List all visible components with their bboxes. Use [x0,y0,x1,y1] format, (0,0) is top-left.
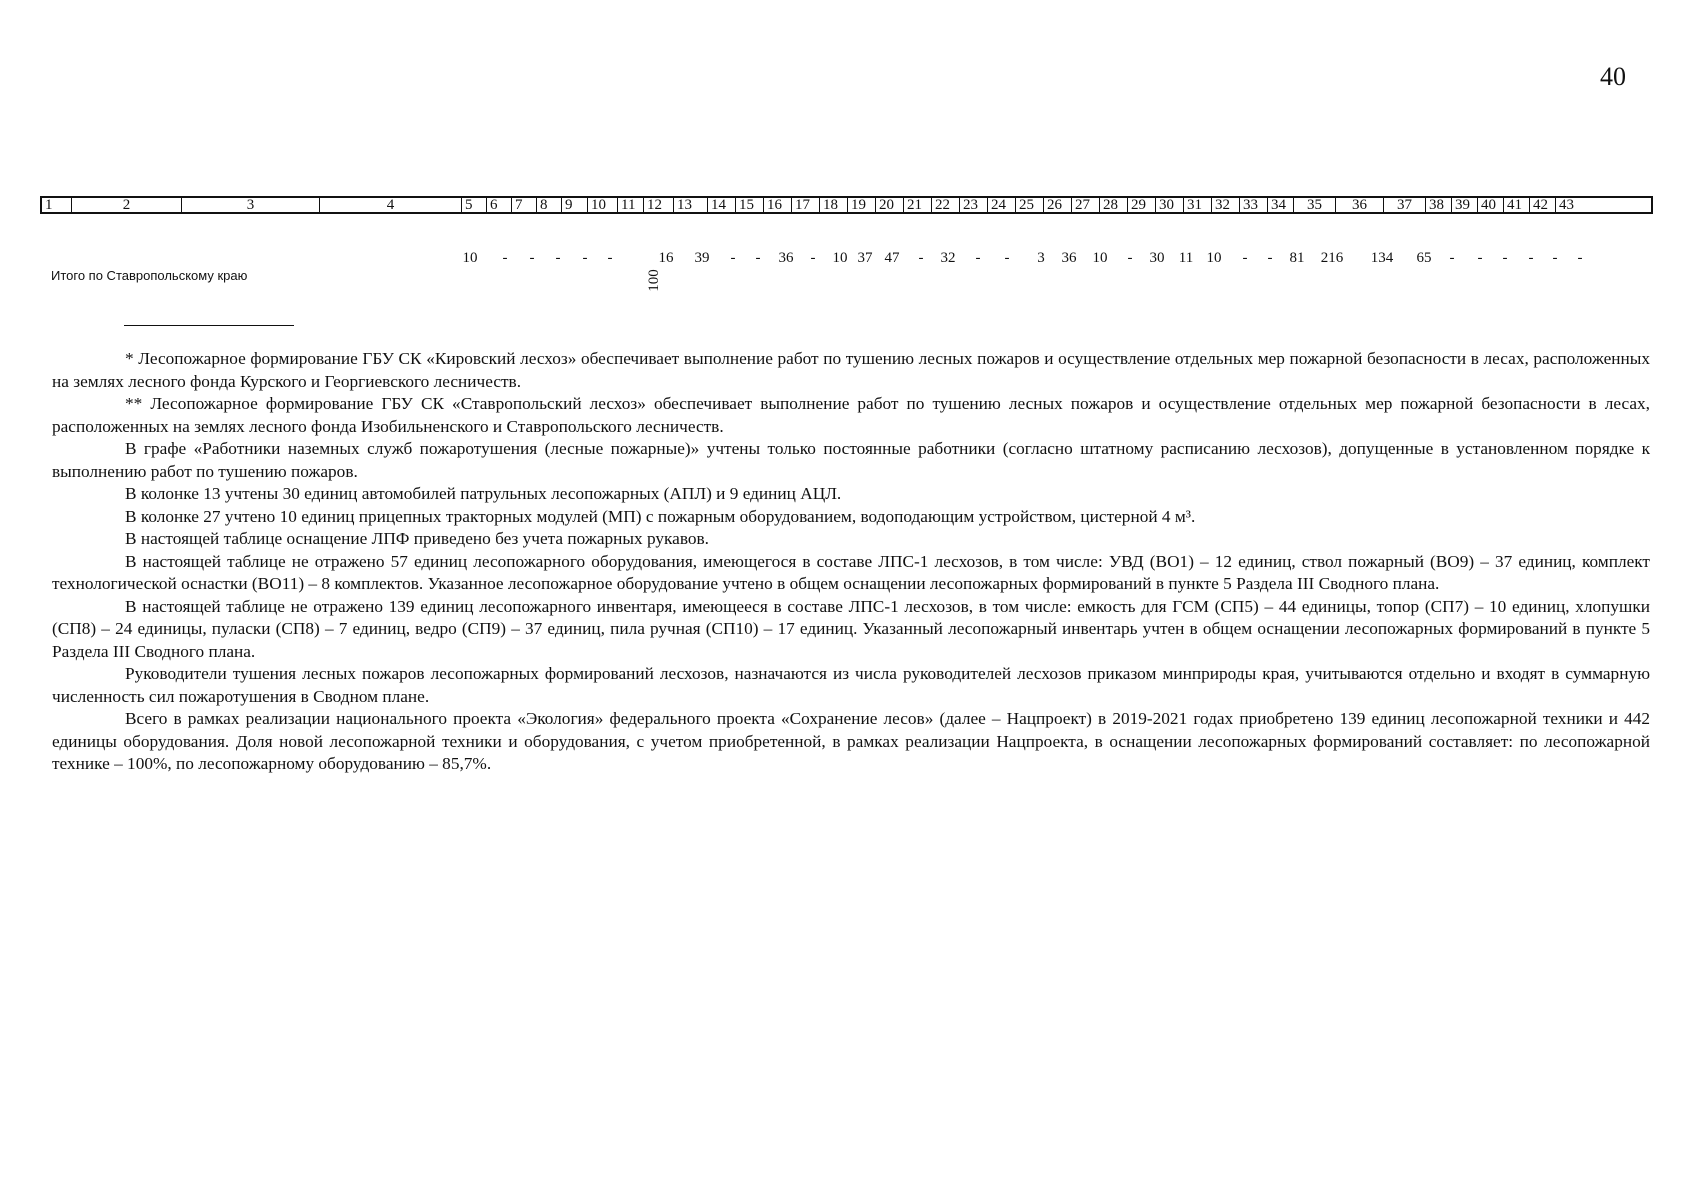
column-header-label: 17 [795,197,810,213]
note-paragraph: * Лесопожарное формирование ГБУ СК «Кировский лесхоз» обеспечивает выполнение работ по тушению лесных пожаров и осуществление отдельных мер пожарной безопасности в лесах, расположенных на землях лесного фонда Курского и Георгиевского лесничеств. [52,349,1650,391]
total-value-17: - [918,250,924,266]
column-header-12 [644,198,674,212]
column-header-19 [848,198,876,212]
total-value-21: 3 [1037,250,1045,266]
column-header-label: 24 [991,197,1006,213]
column-header-label: 36 [1352,197,1367,213]
footnote-separator [124,325,294,326]
column-header-23 [960,198,988,212]
column-header-34 [1268,198,1294,212]
column-header-label: 27 [1075,197,1090,213]
note-paragraph: В настоящей таблице не отражено 57 единиц лесопожарного оборудования, имеющегося в составе ЛПС-1 лесхозов, в том числе: УВД (ВО1) – 12 единиц, ствол пожарный (ВО9) – 37 единиц, комплект технологической оснастки (ВО11) – 8 комплектов. Указанное лесопожарное оборудование учтено в общем оснащении лесопожарных формирований в пункте 5 Раздела III Сводного плана. [52,551,1650,593]
column-header-label: 33 [1243,197,1258,213]
total-value-9: 39 [694,250,710,266]
total-value-32: 134 [1370,250,1394,266]
column-header-32 [1212,198,1240,212]
total-value-10: - [730,250,736,266]
column-header-label: 14 [711,197,726,213]
column-header-label: 4 [386,197,395,213]
note-paragraph: В колонке 27 учтено 10 единиц прицепных тракторных модулей (МП) с пожарным оборудованием, водоподающим устройством, цистерной 4 м³. [125,506,1196,526]
note-paragraph: В настоящей таблице не отражено 139 единиц лесопожарного инвентаря, имеющееся в составе ЛПС-1 лесхозов, в том числе: емкость для ГСМ (СП5) – 44 единицы, топор (СП7) – 10 единиц, хлопушки (СП8) – 24 единицы, пуласки (СП8) – 7 единиц, ведро (СП9) – 37 единиц, пила ручная (СП10) – 17 единиц. Указанный лесопожарный инвентарь учтен в общем оснащении лесопожарных формирований в пункте 5 Раздела III Сводного плана. [52,596,1650,661]
total-value-37: - [1528,250,1534,266]
column-header-41 [1504,198,1530,212]
column-header-28 [1100,198,1128,212]
total-value-25: 30 [1149,250,1165,266]
column-header-label: 32 [1215,197,1230,213]
total-value-7: 100 [645,269,662,292]
table-column-header-row [40,196,1653,214]
column-header-label: 9 [565,197,573,213]
total-value-33: 65 [1416,250,1432,266]
column-header-label: 11 [621,197,636,213]
column-header-18 [820,198,848,212]
page-number: 40 [1600,62,1626,91]
column-header-label: 34 [1271,197,1286,213]
footnotes [52,348,1650,776]
total-value-15: 37 [857,250,873,266]
column-header-label: 39 [1455,197,1470,213]
total-value-35: - [1477,250,1483,266]
column-header-label: 20 [879,197,894,213]
column-header-20 [876,198,904,212]
column-header-21 [904,198,932,212]
note-paragraph: В настоящей таблице оснащение ЛПФ приведено без учета пожарных рукавов. [125,529,709,548]
column-header-43 [1556,198,1580,212]
column-header-1 [42,198,72,212]
column-header-label: 28 [1103,197,1118,213]
column-header-17 [792,198,820,212]
column-header-25 [1016,198,1044,212]
column-header-label: 8 [540,197,548,213]
column-header-40 [1478,198,1504,212]
column-header-31 [1184,198,1212,212]
total-value-26: 11 [1178,250,1194,266]
total-value-31: 216 [1320,250,1344,266]
column-header-label: 10 [591,197,606,213]
note-paragraph: В графе «Работники наземных служб пожаротушения (лесные пожарные)» учтены только постоянные работники (согласно штатному расписанию лесхозов), допущенные в установленном порядке к выполнению работ по тушению пожаров. [52,439,1650,481]
column-header-label: 42 [1533,197,1548,213]
column-header-9 [562,198,588,212]
note-paragraph: Руководители тушения лесных пожаров лесопожарных формирований лесхозов, назначаются из числа руководителей лесхозов приказом минприроды края, учитываются отдельно и входят в суммарную численность сил пожаротушения в Сводном плане. [52,664,1650,706]
column-header-39 [1452,198,1478,212]
column-header-label: 12 [647,197,662,213]
total-value-16: 47 [884,250,900,266]
column-header-15 [736,198,764,212]
column-header-29 [1128,198,1156,212]
column-header-label: 43 [1559,197,1574,213]
column-header-label: 18 [823,197,838,213]
column-header-37 [1384,198,1426,212]
column-header-42 [1530,198,1556,212]
column-header-label: 35 [1307,197,1322,213]
note-paragraph: ** Лесопожарное формирование ГБУ СК «Ставропольский лесхоз» обеспечивает выполнение работ по тушению лесных пожаров и осуществление отдельных мер пожарной безопасности в лесах, расположенных на землях лесного фонда Изобильненского и Ставропольского лесничеств. [52,394,1650,436]
total-value-30: 81 [1289,250,1305,266]
column-header-30 [1156,198,1184,212]
total-value-4: - [555,250,561,266]
note-paragraph: Всего в рамках реализации национального проекта «Экология» федерального проекта «Сохранение лесов» (далее – Нацпроект) в 2019-2021 годах приобретено 139 единиц лесопожарной техники и 442 единицы оборудования. Доля новой лесопожарной техники и оборудования, с учетом приобретенной, в рамках реализации Нацпроекта, в оснащении лесопожарных формирований составляет: по лесопожарной технике – 100%, по лесопожарному оборудованию – 85,7%. [52,709,1650,773]
column-header-11 [618,198,644,212]
column-header-label: 3 [246,197,255,213]
column-header-24 [988,198,1016,212]
column-header-36 [1336,198,1384,212]
total-value-11: - [755,250,761,266]
column-header-label: 2 [122,197,131,213]
total-value-19: - [975,250,981,266]
column-header-5 [462,198,487,212]
total-value-1: 10 [462,250,478,266]
total-value-13: - [810,250,816,266]
column-header-27 [1072,198,1100,212]
column-header-label: 1 [45,197,53,213]
column-header-label: 19 [851,197,866,213]
note-paragraph: В колонке 13 учтены 30 единиц автомобилей патрульных лесопожарных (АПЛ) и 9 единиц АЦЛ. [125,484,842,503]
total-value-18: 32 [940,250,956,266]
column-header-label: 22 [935,197,950,213]
column-header-label: 38 [1429,197,1444,213]
column-header-label: 31 [1187,197,1202,213]
column-header-label: 41 [1507,197,1522,213]
total-value-29: - [1267,250,1273,266]
column-header-label: 7 [515,197,523,213]
total-value-36: - [1502,250,1508,266]
column-header-16 [764,198,792,212]
total-value-8: 16 [658,250,674,266]
total-value-3: - [529,250,535,266]
column-header-label: 30 [1159,197,1174,213]
total-value-6: - [607,250,613,266]
column-header-label: 6 [490,197,498,213]
total-value-20: - [1004,250,1010,266]
column-header-38 [1426,198,1452,212]
column-header-33 [1240,198,1268,212]
column-header-label: 29 [1131,197,1146,213]
column-header-label: 15 [739,197,754,213]
column-header-label: 26 [1047,197,1062,213]
column-header-10 [588,198,618,212]
column-header-label: 21 [907,197,922,213]
column-header-4 [320,198,462,212]
column-header-35 [1294,198,1336,212]
total-value-22: 36 [1061,250,1077,266]
total-value-39: - [1577,250,1583,266]
column-header-3 [182,198,320,212]
column-header-label: 37 [1397,197,1412,213]
total-value-38: - [1552,250,1558,266]
column-header-13 [674,198,708,212]
column-header-label: 40 [1481,197,1496,213]
column-header-26 [1044,198,1072,212]
column-header-2 [72,198,182,212]
total-value-5: - [582,250,588,266]
total-value-2: - [502,250,508,266]
column-header-label: 16 [767,197,782,213]
total-row-label: Итого по Ставропольскому краю [51,268,248,283]
total-value-28: - [1242,250,1248,266]
column-header-6 [487,198,512,212]
total-value-14: 10 [832,250,848,266]
total-value-24: - [1127,250,1133,266]
total-value-34: - [1449,250,1455,266]
column-header-label: 25 [1019,197,1034,213]
total-value-12: 36 [778,250,794,266]
total-value-27: 10 [1206,250,1222,266]
column-header-label: 5 [465,197,473,213]
column-header-7 [512,198,537,212]
column-header-22 [932,198,960,212]
column-header-label: 13 [677,197,692,213]
column-header-label: 23 [963,197,978,213]
column-header-8 [537,198,562,212]
total-value-23: 10 [1092,250,1108,266]
column-header-14 [708,198,736,212]
